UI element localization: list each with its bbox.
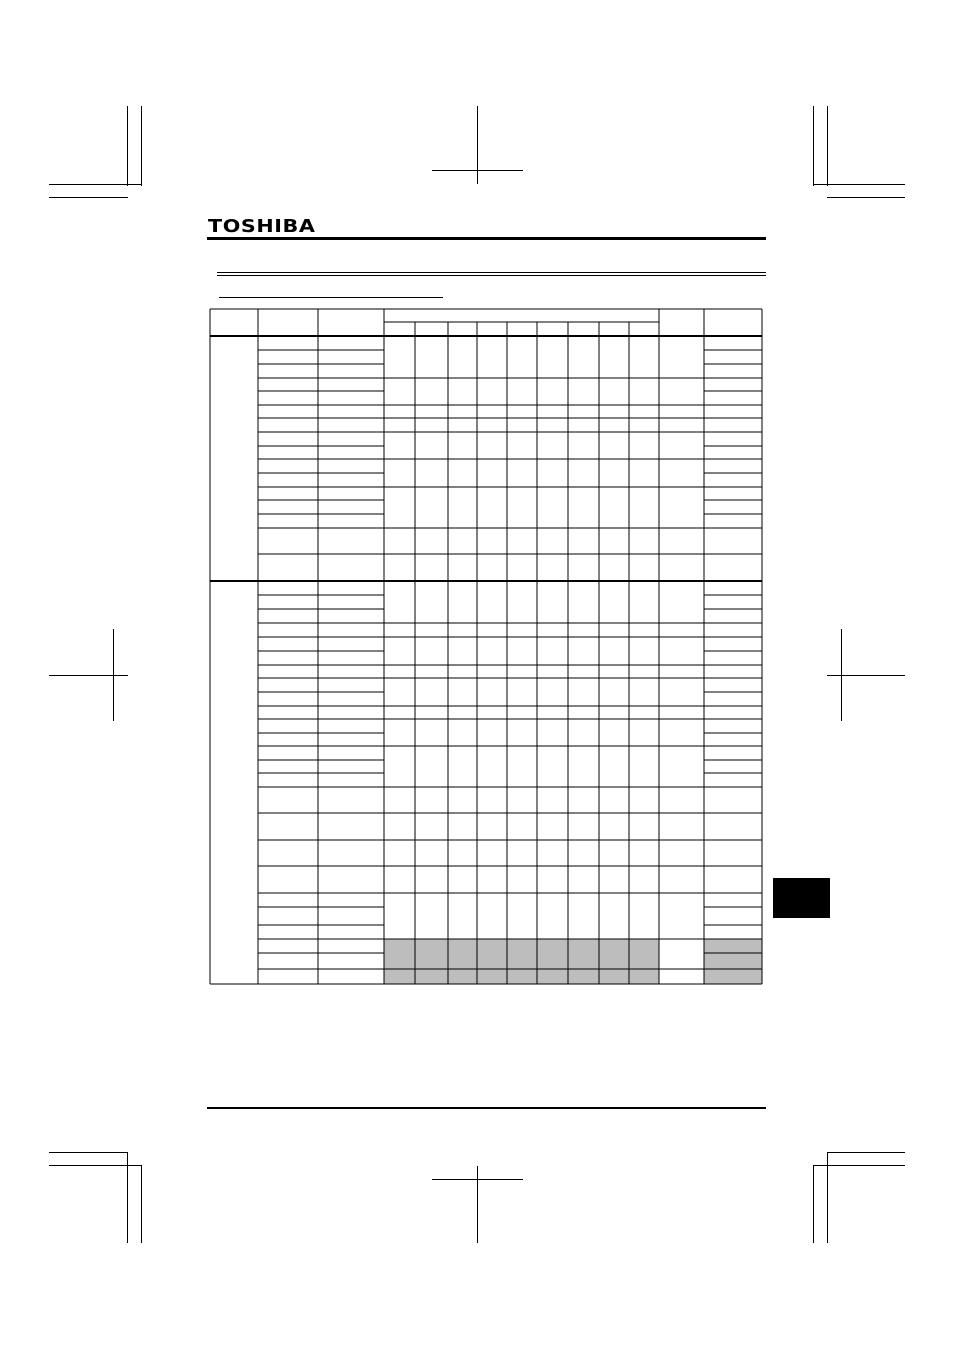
chapter-thumb-tab [773,878,830,918]
shaded-row-group [384,939,659,984]
shaded-row-group [704,939,762,984]
footer-rule [207,1107,766,1109]
toshiba-logo: TOSHIBA [208,216,316,237]
